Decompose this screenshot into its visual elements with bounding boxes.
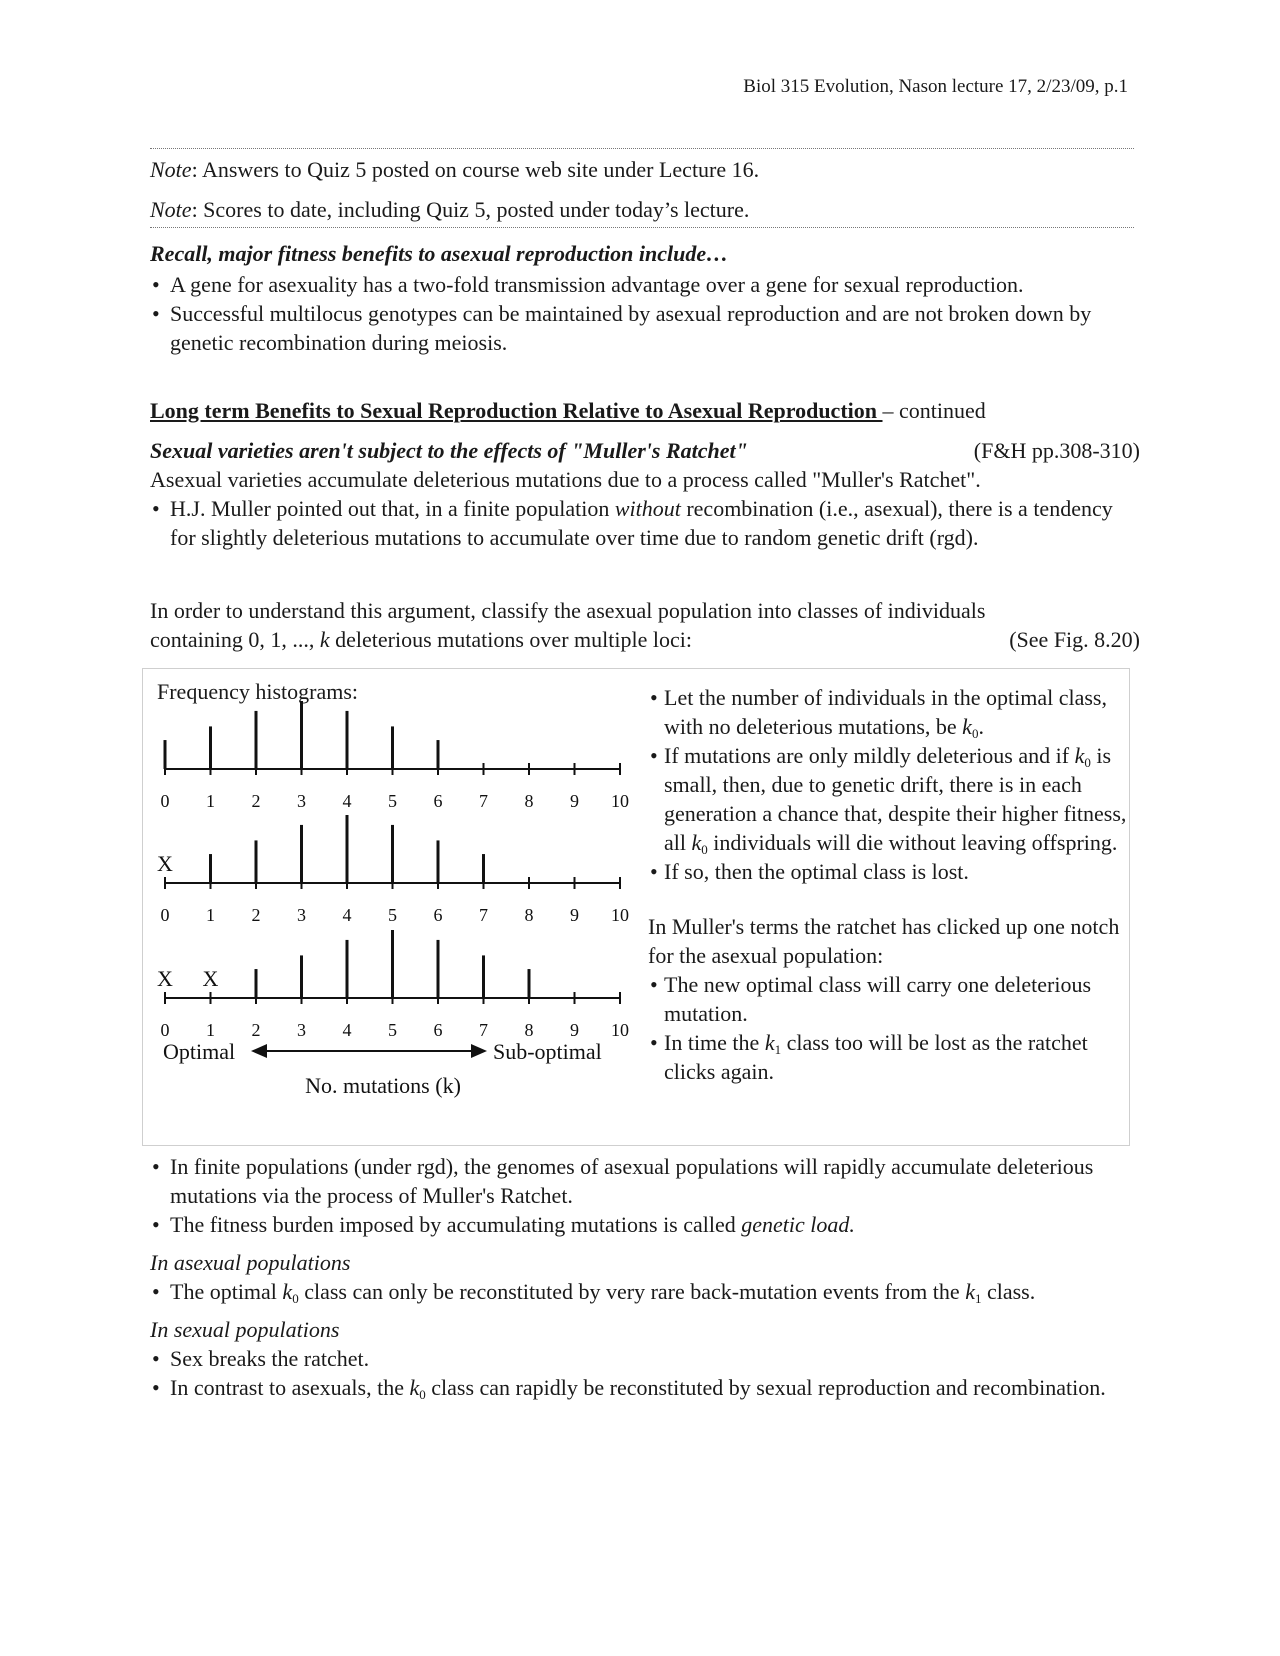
after-k: k [282, 1279, 293, 1304]
figure-explanation [648, 683, 1128, 1086]
fig-ref: (See Fig. 8.20) [1009, 627, 1140, 652]
recall-bullets [150, 270, 1130, 357]
tick-label: 1 [206, 1020, 215, 1040]
recall-bullet: • A gene for asexuality has a two-fold transmission advantage over a gene for sexual reproduction. [150, 270, 1130, 299]
note-text: : Scores to date, including Quiz 5, posted under today’s lecture. [191, 197, 750, 222]
classify-line-2 [150, 625, 1140, 654]
muller-bullet-a: H.J. Muller pointed out that, in a finite population [170, 496, 615, 521]
after-text: The optimal [170, 1279, 283, 1304]
tick-label: 4 [342, 791, 352, 811]
note-text: : Answers to Quiz 5 posted on course web site under Lecture 16. [191, 157, 760, 182]
box-paragraph: In Muller's terms the ratchet has clicked up one notch for the asexual population: [648, 914, 1120, 968]
long-term-heading [150, 397, 986, 425]
after-bullets [150, 1152, 1135, 1402]
note-2 [150, 196, 749, 224]
tick-label: 5 [388, 791, 397, 811]
asexual-heading: In asexual populations [150, 1250, 351, 1275]
tick-label: 8 [524, 791, 534, 811]
box-text: individuals will die without leaving offspring. [707, 830, 1118, 855]
after-bullet-5 [150, 1373, 1135, 1402]
box-text: In time the [664, 1030, 765, 1055]
tick-label: 10 [611, 905, 629, 925]
after-k: k [409, 1375, 420, 1400]
after-bullet-3 [150, 1277, 1135, 1306]
note-1 [150, 156, 759, 184]
tick-label: 5 [388, 1020, 397, 1040]
tick-label: 7 [479, 1020, 488, 1040]
box-text: is small, then, due to genetic drift, there is in each generation a chance that, despite their higher fitness, all [664, 743, 1127, 855]
box-bullet-3: • If so, then the optimal class is lost. [648, 857, 1128, 886]
box-text: If mutations are only mildly deleterious and if [664, 743, 1075, 768]
box-k: k [1074, 743, 1085, 768]
lost-class-mark: X [157, 966, 173, 991]
page-header: Biol 315 Evolution, Nason lecture 17, 2/23/09, p.1 [743, 76, 1128, 97]
after-text: class can only be reconstituted by very rare back-mutation events from the [298, 1279, 966, 1304]
optimal-label: Optimal [163, 1039, 236, 1064]
muller-heading-a: Sexual varieties aren't subject to the effects of [150, 438, 572, 463]
histogram-figure [143, 669, 643, 1145]
tick-label: 2 [251, 905, 261, 925]
suboptimal-label: Sub-optimal [493, 1039, 602, 1064]
box-k: k [962, 714, 972, 739]
note-label: Note [150, 157, 192, 182]
muller-bullet-b: recombination (i.e., asexual), there is a tendency for slightly deleterious mutations to accumulate over time due to random genetic drift (rgd). [170, 496, 1113, 550]
after-k: k [965, 1279, 975, 1304]
tick-label: 0 [160, 791, 170, 811]
muller-intro: Asexual varieties accumulate deleterious mutations due to a process called "Muller's Ratchet". [150, 467, 981, 492]
muller-bullet-em: without [614, 496, 681, 521]
after-text: class. [981, 1279, 1036, 1304]
lost-class-mark: X [157, 851, 173, 876]
arrow-right-head [471, 1044, 487, 1058]
tick-label: 8 [524, 1020, 534, 1040]
tick-label: 9 [570, 791, 579, 811]
muller-bullet [150, 494, 1140, 552]
long-term-title: Long term Benefits to Sexual Reproduction Relative to Asexual Reproduction [150, 398, 883, 423]
after-sub: 0 [419, 1387, 426, 1402]
tick-label: 9 [570, 905, 579, 925]
dotted-rule-top [150, 148, 1134, 149]
tick-label: 6 [433, 1020, 443, 1040]
classify-line-2b: deleterious mutations over multiple loci: [329, 627, 692, 652]
tick-label: 10 [611, 1020, 629, 1040]
after-sub: 1 [974, 1291, 982, 1306]
tick-label: 5 [388, 905, 397, 925]
tick-label: 7 [479, 905, 488, 925]
tick-label: 4 [342, 905, 352, 925]
after-text: class can rapidly be reconstituted by sexual reproduction and recombination. [425, 1375, 1106, 1400]
long-term-suffix: – continued [882, 398, 986, 423]
box-k: k [764, 1030, 775, 1055]
tick-label: 7 [479, 791, 488, 811]
axis-label: No. mutations (k) [305, 1073, 461, 1098]
figure-box [142, 668, 1130, 1146]
box-sub: 0 [1084, 755, 1091, 770]
arrow-left-head [251, 1044, 267, 1058]
tick-label: 4 [342, 1020, 352, 1040]
after-bullet-2 [150, 1210, 1135, 1239]
box-bullet-4: • The new optimal class will carry one deleterious mutation. [648, 970, 1128, 1028]
classify-line-1: In order to understand this argument, classify the asexual population into classes of individuals [150, 598, 986, 623]
recall-heading: Recall, major fitness benefits to asexual reproduction include… [150, 241, 729, 266]
box-sub: 0 [971, 726, 979, 741]
box-text: Let the number of individuals in the optimal class, with no deleterious mutations, be [664, 685, 1107, 739]
box-sub: 0 [701, 842, 708, 857]
classify-paragraph [150, 596, 1140, 654]
sexual-heading: In sexual populations [150, 1317, 340, 1342]
dotted-rule-bottom [150, 227, 1134, 228]
after-text: The fitness burden imposed by accumulating mutations is called [170, 1212, 742, 1237]
box-bullet-2 [648, 741, 1128, 857]
box-k: k [691, 830, 702, 855]
classify-line-2a: containing 0, 1, ..., [150, 627, 320, 652]
recall-bullet: • Successful multilocus genotypes can be maintained by asexual reproduction and are not broken down by genetic recombination during meiosis. [150, 299, 1130, 357]
tick-label: 2 [251, 791, 261, 811]
box-text: . [978, 714, 984, 739]
after-text: In contrast to asexuals, the [170, 1375, 410, 1400]
after-em: genetic load. [741, 1212, 855, 1237]
tick-label: 3 [297, 905, 306, 925]
tick-label: 6 [433, 791, 443, 811]
figure-title: Frequency histograms: [157, 679, 359, 704]
tick-label: 3 [297, 1020, 306, 1040]
tick-label: 1 [206, 905, 215, 925]
histogram-svg [143, 669, 643, 1145]
box-text: class too will be lost as the ratchet clicks again. [664, 1030, 1088, 1084]
box-bullet-1 [648, 683, 1128, 741]
tick-label: 1 [206, 791, 215, 811]
muller-body [150, 465, 1140, 552]
muller-ref: (F&H pp.308-310) [973, 438, 1140, 463]
after-bullet-1: • In finite populations (under rgd), the genomes of asexual populations will rapidly accumulate deleterious mutations via the process of Muller's Ratchet. [150, 1152, 1135, 1210]
note-label: Note [150, 197, 192, 222]
tick-label: 6 [433, 905, 443, 925]
after-bullet-4: • Sex breaks the ratchet. [150, 1344, 1135, 1373]
tick-label: 3 [297, 791, 306, 811]
muller-heading [150, 437, 1140, 465]
lost-class-mark: X [202, 966, 219, 991]
tick-label: 10 [611, 791, 629, 811]
muller-heading-b: "Muller's Ratchet" [571, 438, 748, 463]
tick-label: 2 [251, 1020, 261, 1040]
tick-label: 0 [160, 905, 170, 925]
box-bullet-5 [648, 1028, 1128, 1086]
after-sub: 0 [292, 1291, 299, 1306]
tick-label: 8 [524, 905, 534, 925]
tick-label: 0 [160, 1020, 170, 1040]
tick-label: 9 [570, 1020, 579, 1040]
classify-k: k [319, 627, 330, 652]
box-sub: 1 [774, 1042, 782, 1057]
